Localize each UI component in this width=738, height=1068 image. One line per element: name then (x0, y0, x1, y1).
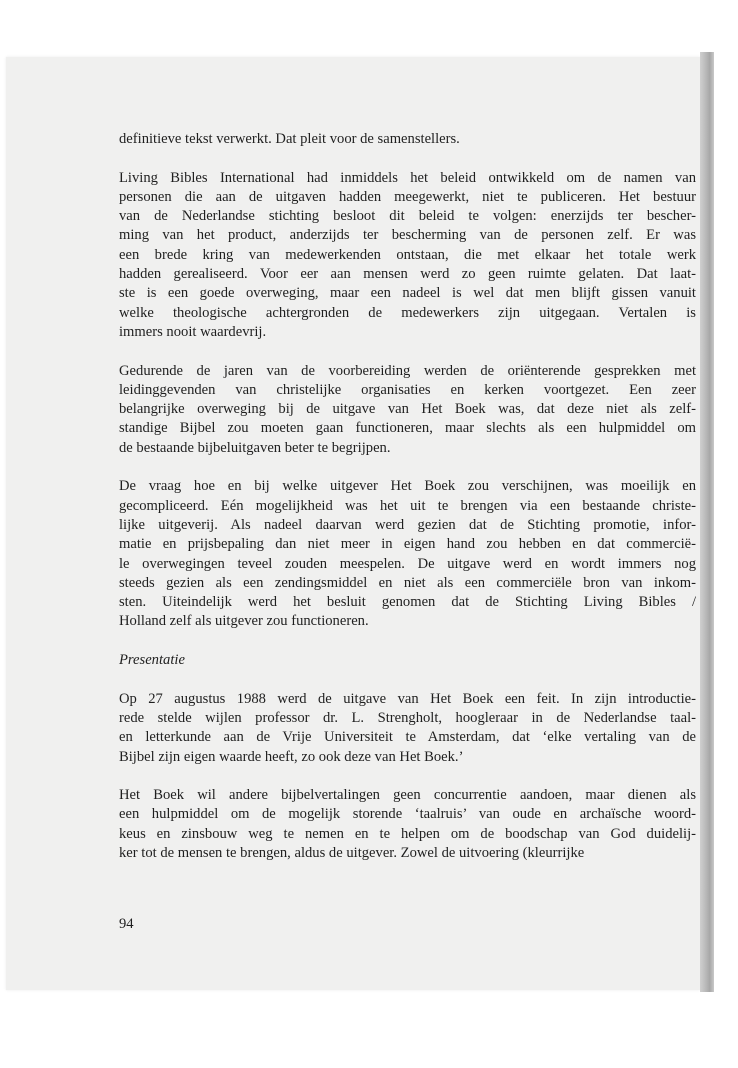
text-line: Het Boek wil andere bijbelvertalingen geen concurrentie aandoen, maar dienen als (119, 787, 696, 804)
text-line: steeds gezien als een zendingsmiddel en niet als een commerciële bron van inkom- (119, 574, 696, 591)
text-line: belangrijke overweging bij de uitgave van Het Boek was, dat deze niet als zelf- (119, 401, 696, 418)
text-line: ker tot de mensen te brengen, aldus de uitgever. Zowel de uitvoering (kleurrijke (119, 844, 585, 861)
text-line: Op 27 augustus 1988 werd de uitgave van Het Boek een feit. In zijn introductie- (119, 690, 696, 707)
paragraph (119, 477, 696, 631)
page-text-body (119, 130, 696, 883)
text-line: een hulpmiddel om de mogelijk storende ‘taalruis’ van oude en archaïsche woord- (119, 806, 696, 823)
text-line: matie en prijsbepaling dan niet meer in eigen hand zou hebben en dat commercië- (119, 536, 696, 553)
text-line: personen die aan de uitgaven hadden meegewerkt, niet te publiceren. Het bestuur (119, 188, 696, 205)
text-line: standige Bijbel zou moeten gaan functioneren, maar slechts als een hulpmiddel om (119, 420, 696, 437)
text-line: rede stelde wijlen professor dr. L. Strengholt, hoogleraar in de Nederlandse taal- (119, 709, 696, 726)
paragraphs-before-heading (119, 130, 696, 632)
paragraph (119, 169, 696, 343)
text-line: Holland zelf als uitgever zou functioneren. (119, 613, 369, 630)
page-number: 94 (119, 916, 134, 932)
section-heading-presentatie: Presentatie (119, 652, 185, 669)
text-line: de bestaande bijbeluitgaven beter te begrijpen. (119, 439, 391, 456)
paragraphs-after-heading (119, 690, 696, 864)
paragraph (119, 130, 696, 149)
text-line: immers nooit waardevrij. (119, 323, 267, 340)
text-line: hadden gerealiseerd. Voor eer aan mensen werd zo geen ruimte gelaten. Dat laat- (119, 266, 696, 283)
paragraph (119, 362, 696, 458)
text-line: een brede kring van medewerkenden ontstaan, die met elkaar het totale werk (119, 246, 696, 263)
text-line: De vraag hoe en bij welke uitgever Het Boek zou verschijnen, was moeilijk en (119, 478, 696, 495)
text-line: lijke uitgeverij. Als nadeel daarvan werd gezien dat de Stichting promotie, infor- (119, 516, 696, 533)
text-line: sten. Uiteindelijk werd het besluit genomen dat de Stichting Living Bibles / (119, 594, 696, 611)
paragraph (119, 690, 696, 767)
text-line: Gedurende de jaren van de voorbereiding werden de oriënterende gesprekken met (119, 362, 696, 379)
text-line: en letterkunde aan de Vrije Universiteit te Amsterdam, dat ‘elke vertaling van de (119, 729, 696, 746)
text-line: Bijbel zijn eigen waarde heeft, zo ook deze van Het Boek.’ (119, 748, 464, 765)
text-line: leidinggevenden van christelijke organisaties en kerken voortgezet. Een zeer (119, 381, 696, 398)
paragraph (119, 786, 696, 863)
book-spine-edge (700, 52, 714, 992)
text-line: le overwegingen teveel zouden meespelen. De uitgave werd en wordt immers nog (119, 555, 696, 572)
text-line: keus en zinsbouw weg te nemen en te helpen om de boodschap van God duidelij- (119, 825, 696, 842)
text-line: ming van het product, anderzijds ter bescherming van de personen zelf. Er was (119, 227, 696, 244)
text-line: gecompliceerd. Eén mogelijkheid was het uit te brengen via een bestaande christe- (119, 497, 696, 514)
text-line: Living Bibles International had inmiddels het beleid ontwikkeld om de namen van (119, 169, 696, 186)
text-line: definitieve tekst verwerkt. Dat pleit voor de samenstellers. (119, 131, 460, 147)
text-line: van de Nederlandse stichting besloot dit beleid te volgen: enerzijds ter bescher- (119, 208, 696, 225)
text-line: welke theologische achtergronden de medewerkers zijn uitgegaan. Vertalen is (119, 304, 696, 321)
text-line: ste is een goede overweging, maar een nadeel is wel dat men blijft gissen vanuit (119, 285, 696, 302)
